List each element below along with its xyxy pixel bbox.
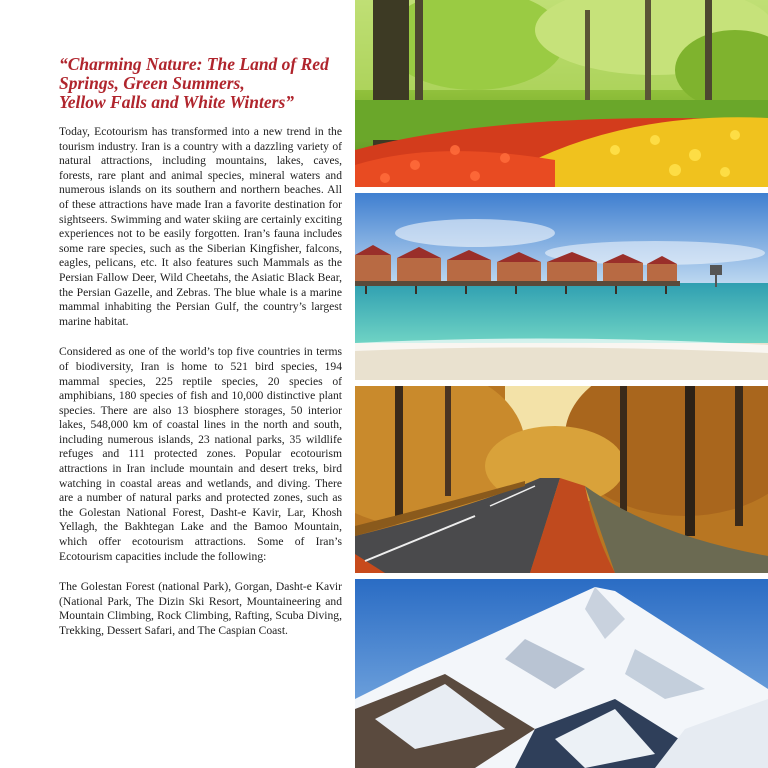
article-text-column [59,55,342,655]
heading-line-3: Yellow Falls and White Winters” [59,92,295,112]
heading-line-1: “Charming Nature: The Land of Red [59,54,329,74]
photo-winter-mountain [355,579,768,768]
photo-sea-villas [355,193,768,380]
paragraph-biodiversity: Considered as one of the world’s top five countries in terms of biodiversity, Iran is home to 521 bird species, 194 mammal species, 225 reptile species, 20 species of amphibians, 180 species of fish and 10,000 distinctive plant species. There are also 13 biosphere storages, 50 interior lakes, 548,000 km of coastal lines in the north and south, including numerous islands, 23 national parks, 35 wildlife refuges and 111 protected zones. Popular ecotourism attractions in Iran include mountain and desert treks, bird watching in coastal areas and wetlands, and diving. There are a number of natural parks and protected zones, such as the Golestan National Forest, Dasht-e Kavir, Lar, Khosh Yellagh, the Bakhtegan Lake and the Bamoo Mountain, which offer ecotourism attractions. Some of Iran’s Ecotourism capacities include the following: [59,345,342,563]
paragraph-intro: Today, Ecotourism has transformed into a new trend in the tourism industry. Iran is a country with a dazzling variety of natural attractions, including mountains, lakes, caves, forests, rare plant and animal species, mineral waters and numerous islands on its southern and northern beaches. All of these attractions have made Iran a favorite destination for sightseers. Swimming and water skiing are certainly exciting experiences not to be easily forgotten. Iran’s fauna includes some rare species, such as the Siberian Kingfisher, falcons, eagles, pelicans, etc. It also features such Mammals as the Persian Fallow Deer, Wild Cheetahs, the Asiatic Black Bear, the Persian Gazelle, and Zebras. The blue whale is a marine mammal inhabiting the Persian Gulf, the country’s largest marine habitat. [59,125,342,328]
photo-spring-garden [355,0,768,187]
heading-line-2: Springs, Green Summers, [59,73,245,93]
paragraph-capacities: The Golestan Forest (national Park), Gorgan, Dasht-e Kavir (National Park, The Dizin Ski Resort, Mountaineering and Mountain Climbing, Rock Climbing, Rafting, Scuba Diving, Trekking, Dessert Safari, and The Caspian Coast. [59,580,342,637]
article-heading [59,55,342,112]
photo-autumn-forest [355,386,768,573]
photo-column [355,0,768,768]
